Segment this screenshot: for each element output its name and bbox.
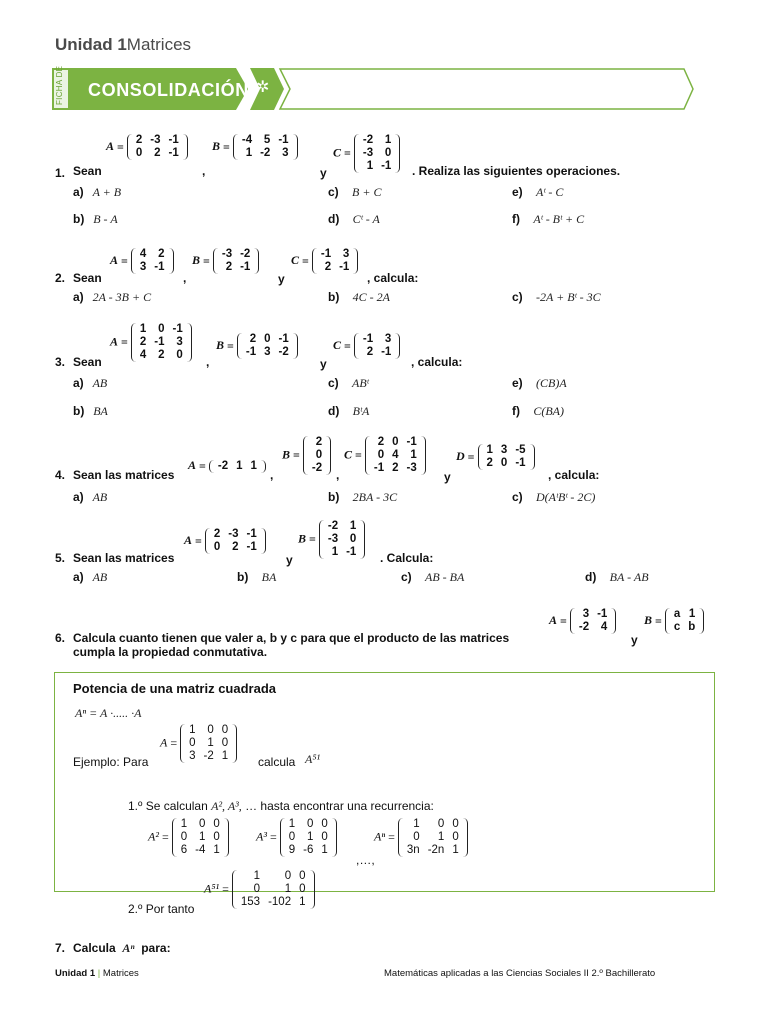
ex3-item-b: b) BA <box>73 404 108 418</box>
matrix-entry: -1 <box>362 333 374 345</box>
matrix-entry: 0 <box>198 818 206 830</box>
matrix-entry: 0 <box>189 737 196 749</box>
ex6-matrix-b: B = a 1 c b <box>644 608 704 634</box>
ex3-item-f: f) C(BA) <box>512 404 564 418</box>
matrix-entry: 4 <box>139 349 147 361</box>
matrix-row <box>237 896 310 909</box>
ex1-tail: . Realiza las siguientes operaciones. <box>412 164 621 178</box>
ex5-y: y <box>286 553 293 567</box>
ex3-item-c: c) ABᵗ <box>328 376 369 390</box>
matrix-entry: 1 <box>250 459 257 472</box>
ex5-item-b: b) BA <box>237 570 277 584</box>
matrix-entry: 0 <box>176 349 183 361</box>
matrix-entry: -2n <box>427 844 445 856</box>
matrix-row <box>317 248 353 261</box>
matrix-row <box>670 608 699 621</box>
ex3-matrix-c: C = -1 3 2 -1 <box>333 333 400 359</box>
matrix-entry: 2 <box>324 261 332 273</box>
matrix-row <box>308 449 326 462</box>
matrix-entry: 0 <box>221 737 229 749</box>
unit-title <box>55 35 191 55</box>
ex6-number: 6. <box>55 631 66 645</box>
ex1-item-a: a) A + B <box>73 185 122 199</box>
matrix-entry: 1 <box>236 459 243 472</box>
ex3-tail: , calcula: <box>411 355 463 369</box>
matrix-entry: 0 <box>377 449 385 461</box>
matrix-row <box>132 134 183 147</box>
matrix-entry: -3 <box>327 533 339 545</box>
matrix-row <box>359 346 395 359</box>
matrix-row <box>218 261 254 274</box>
ex4-item-a: a) AB <box>73 490 108 504</box>
matrix-entry: -1 <box>168 134 179 146</box>
ex3-item-d: d) BᵗA <box>328 404 370 418</box>
ex6-matrix-a: A = 3 -1 -2 4 <box>549 608 616 634</box>
ex1-item-f: f) Aᵗ - Bᵗ + C <box>512 212 585 226</box>
matrix-entry: 4 <box>600 621 608 633</box>
matrix-entry: 3 <box>500 444 508 456</box>
matrix-entry: -2 <box>311 462 323 474</box>
ex5-tail: . Calcula: <box>380 551 434 565</box>
matrix-row <box>308 436 326 449</box>
matrix-entry: 0 <box>213 831 220 843</box>
ex4-y: y <box>444 470 451 484</box>
matrix-entry: 1 <box>410 449 417 461</box>
matrix-row <box>575 621 611 634</box>
ex1-item-d: d) Cᵗ - A <box>328 212 380 226</box>
matrix-entry: 1 <box>284 883 292 895</box>
matrix-entry: -3 <box>406 462 417 474</box>
comma: , <box>270 468 274 482</box>
matrix-row <box>285 831 332 844</box>
matrix-entry: 2 <box>232 541 239 553</box>
matrix-entry: 1 <box>221 750 229 762</box>
unit-prefix: Unidad 1 <box>55 35 127 54</box>
ex5-number: 5. <box>55 551 66 565</box>
matrix-row <box>238 134 293 147</box>
matrix-row <box>483 457 530 470</box>
matrix-entry: 0 <box>299 870 306 882</box>
target-power: A⁵¹ <box>305 752 321 766</box>
matrix-row <box>285 818 332 831</box>
matrix-entry: -1 <box>278 333 289 345</box>
matrix-entry: -2 <box>327 520 339 532</box>
matrix-entry: -1 <box>381 346 392 358</box>
matrix-entry: 2 <box>135 134 143 146</box>
matrix-entry: 2 <box>377 436 385 448</box>
matrix-row <box>214 460 261 473</box>
matrix-entry: 2 <box>486 457 493 469</box>
ex2-matrix-b: B = -3 -2 2 -1 <box>192 248 259 274</box>
ex1-y: y <box>320 166 327 180</box>
ex2-matrix-c: C = -1 3 2 -1 <box>291 248 358 274</box>
matrix-entry: 9 <box>288 844 296 856</box>
matrix-entry: -3 <box>362 147 374 159</box>
matrix-row <box>136 349 187 362</box>
ex3-item-a: a) AB <box>73 376 108 390</box>
matrix-entry: -2 <box>278 346 289 358</box>
ex1-item-b: b) B - A <box>73 212 118 226</box>
matrix-entry: 0 <box>349 533 357 545</box>
matrix-entry: 1 <box>384 134 392 146</box>
footer-unit: Unidad 1 | Matrices <box>55 968 139 979</box>
ex2-tail: , calcula: <box>367 271 419 285</box>
ex1-matrix-a: A = 2 -3 -1 0 2 -1 <box>106 134 188 160</box>
matrix-entry: 1 <box>189 724 196 736</box>
matrix-entry: -3 <box>150 134 161 146</box>
matrix-entry: -1 <box>168 147 179 159</box>
ex4-matrix-d: D = 1 3 -5 2 0 -1 <box>456 444 535 470</box>
ex5-item-c: c) AB - BA <box>401 570 465 584</box>
matrix-entry: 0 <box>315 449 323 461</box>
matrix-row <box>483 444 530 457</box>
ex1-matrix-c: C = -2 1 -3 0 1 -1 <box>333 134 400 173</box>
matrix-row <box>210 541 261 554</box>
banner-side-label: FICHA DE <box>55 65 64 105</box>
matrix-an: Aⁿ = 1 0 0 0 1 0 3n -2n 1 <box>374 818 468 857</box>
matrix-row <box>185 737 232 750</box>
example-label: Ejemplo: Para <box>73 755 149 769</box>
matrix-entry: -6 <box>303 844 314 856</box>
matrix-entry: 3 <box>282 147 289 159</box>
matrix-row <box>403 831 463 844</box>
matrix-entry: 2 <box>225 261 233 273</box>
ex4-item-b: b) 2BA - 3C <box>328 490 398 504</box>
matrix-row <box>370 462 421 475</box>
ex1-number: 1. <box>55 166 66 180</box>
ex3-lead: Sean <box>73 355 102 369</box>
matrix-entry: 0 <box>253 883 261 895</box>
matrix-entry: 2 <box>139 336 147 348</box>
matrix-entry: -1 <box>172 323 183 335</box>
ex4-item-c: c) D(AᵗBᵗ - 2C) <box>512 490 596 504</box>
matrix-row <box>185 724 232 737</box>
matrix-entry: 2 <box>249 333 257 345</box>
matrix-row <box>237 870 310 883</box>
matrix-row <box>359 160 395 173</box>
matrix-row <box>403 818 463 831</box>
matrix-entry: 3 <box>264 346 271 358</box>
matrix-entry: 1 <box>688 608 696 620</box>
comma: , <box>202 164 206 178</box>
power-definition: Aⁿ = A ·..... ·A <box>75 706 142 720</box>
matrix-entry: 0 <box>321 818 328 830</box>
matrix-row <box>324 520 360 533</box>
matrix-entry: 1 <box>321 844 328 856</box>
matrix-row <box>359 134 395 147</box>
matrix-entry: 0 <box>413 831 420 843</box>
matrix-row <box>242 346 293 359</box>
matrix-entry: 2 <box>213 528 221 540</box>
matrix-row <box>359 333 395 346</box>
banner-label: CONSOLIDACIÓN <box>88 80 249 100</box>
matrix-entry: 0 <box>437 818 445 830</box>
matrix-entry: 2 <box>158 349 165 361</box>
gear-icon: ✲ <box>256 79 270 96</box>
matrix-row <box>177 844 224 857</box>
matrix-entry: -5 <box>515 444 526 456</box>
calcula-label: calcula <box>258 755 296 769</box>
ex4-matrix-c: C = 2 0 -1 0 4 1 -1 2 -3 <box>344 436 426 475</box>
comma: , <box>336 468 340 482</box>
ex1-matrix-b: B = -4 5 -1 1 -2 3 <box>212 134 298 160</box>
ex2-item-c: c) -2A + Bᵗ - 3C <box>512 290 601 304</box>
ex6-text-line1: Calcula cuanto tienen que valer a, b y c para que el producto de las matrices <box>73 631 510 645</box>
matrix-entry: 1 <box>299 896 306 908</box>
matrix-entry: 4 <box>392 449 399 461</box>
matrix-row <box>324 533 360 546</box>
matrix-entry: 5 <box>263 134 271 146</box>
ex3-matrix-a: A = 1 0 -1 2 -1 3 4 2 0 <box>110 323 192 362</box>
matrix-entry: -2 <box>217 459 229 472</box>
matrix-entry: -1 <box>240 261 251 273</box>
matrix-entry: 2 <box>392 462 399 474</box>
matrix-entry: -1 <box>339 261 350 273</box>
ex4-matrix-a: A = -2 1 1 <box>188 458 266 474</box>
ex4-lead: Sean las matrices <box>73 468 175 482</box>
matrix-entry: 1 <box>139 323 147 335</box>
matrix-entry: -1 <box>245 346 257 358</box>
ex3-number: 3. <box>55 355 66 369</box>
matrix-row <box>185 750 232 763</box>
matrix-entry: -1 <box>381 160 392 172</box>
matrix-entry: 1 <box>437 831 445 843</box>
ex5-matrix-b: B = -2 1 -3 0 1 -1 <box>298 520 365 559</box>
matrix-entry: -4 <box>241 134 253 146</box>
matrix-entry: a <box>673 608 681 620</box>
matrix-entry: 0 <box>213 818 220 830</box>
matrix-entry: -2 <box>240 248 251 260</box>
matrix-entry: -2 <box>362 134 374 146</box>
unit-name: Matrices <box>126 35 192 54</box>
matrix-entry: 153 <box>240 896 261 908</box>
matrix-entry: 0 <box>288 831 296 843</box>
matrix-entry: -1 <box>373 462 385 474</box>
ex2-number: 2. <box>55 271 66 285</box>
step2-text: 2.º Por tanto <box>128 902 195 916</box>
matrix-entry: 1 <box>207 737 214 749</box>
matrix-entry: 3 <box>176 336 183 348</box>
matrix-entry: 3 <box>582 608 590 620</box>
matrix-entry: 1 <box>366 160 374 172</box>
matrix-entry: 1 <box>253 870 261 882</box>
matrix-entry: 0 <box>306 818 314 830</box>
matrix-entry: 4 <box>139 248 147 260</box>
ex6-y: y <box>631 633 638 647</box>
matrix-entry: 3n <box>406 844 420 856</box>
theory-box <box>54 672 715 892</box>
matrix-entry: -3 <box>221 248 233 260</box>
matrix-entry: 0 <box>158 323 165 335</box>
ex5-matrix-a: A = 2 -3 -1 0 2 -1 <box>184 528 266 554</box>
matrix-row <box>177 818 224 831</box>
matrix-entry: 2 <box>315 436 323 448</box>
matrix-entry: 2 <box>158 248 165 260</box>
example-matrix-a: A = 1 0 0 0 1 0 3 -2 1 <box>160 724 237 763</box>
matrix-row <box>136 336 187 349</box>
matrix-entry: c <box>673 621 681 633</box>
matrix-row <box>136 323 187 336</box>
ex4-matrix-b: B = 2 0 -2 <box>282 436 331 475</box>
ex2-matrix-a: A = 4 2 3 -1 <box>110 248 174 274</box>
theory-box-title: Potencia de una matriz cuadrada <box>73 681 277 696</box>
matrix-entry: -2 <box>260 147 271 159</box>
matrix-row <box>308 462 326 475</box>
matrix-row <box>136 261 169 274</box>
matrix-entry: -4 <box>195 844 206 856</box>
matrix-a51: A⁵¹ = 1 0 0 0 1 0 153 -102 1 <box>204 870 315 909</box>
matrix-row <box>575 608 611 621</box>
ex2-y: y <box>278 272 285 286</box>
ex3-item-e: e) (CB)A <box>512 376 567 390</box>
matrix-entry: 1 <box>306 831 314 843</box>
matrix-entry: 0 <box>384 147 392 159</box>
matrix-entry: -102 <box>268 896 292 908</box>
matrix-row <box>324 546 360 559</box>
matrix-entry: 0 <box>135 147 143 159</box>
matrix-entry: 1 <box>245 147 253 159</box>
matrix-row <box>285 844 332 857</box>
matrix-entry: 0 <box>321 831 328 843</box>
matrix-entry: 1 <box>180 818 188 830</box>
matrix-row <box>670 621 699 634</box>
ex6-text-line2: cumpla la propiedad conmutativa. <box>73 645 268 659</box>
ex1-item-c: c) B + C <box>328 185 382 199</box>
matrix-entry: -1 <box>154 336 165 348</box>
ex4-number: 4. <box>55 468 66 482</box>
matrix-entry: 0 <box>221 724 229 736</box>
matrix-row <box>370 436 421 449</box>
matrix-entry: 0 <box>180 831 188 843</box>
matrix-entry: -1 <box>597 608 608 620</box>
ex5-item-d: d) BA - AB <box>585 570 649 584</box>
ex2-lead: Sean <box>73 271 102 285</box>
comma: , <box>206 355 210 369</box>
matrix-row <box>359 147 395 160</box>
matrix-entry: -1 <box>320 248 332 260</box>
comma: , <box>183 271 187 285</box>
matrix-entry: -2 <box>578 621 590 633</box>
ex7-number: 7. <box>55 941 66 955</box>
matrix-entry: 6 <box>180 844 188 856</box>
matrix-entry: 0 <box>452 831 459 843</box>
step1-text: 1.º Se calculan A², A³, … hasta encontrar una recurrencia: <box>128 799 434 813</box>
matrix-entry: -1 <box>154 261 165 273</box>
matrix-entry: -1 <box>246 528 257 540</box>
matrix-entry: 1 <box>486 444 493 456</box>
ex3-matrix-b: B = 2 0 -1 -1 3 -2 <box>216 333 298 359</box>
matrix-entry: 3 <box>139 261 147 273</box>
matrix-entry: 0 <box>213 541 221 553</box>
matrix-entry: -1 <box>406 436 417 448</box>
matrix-row <box>210 528 261 541</box>
matrix-entry: 1 <box>331 546 339 558</box>
ex4-tail: , calcula: <box>548 468 600 482</box>
matrix-row <box>238 147 293 160</box>
matrix-entry: -1 <box>278 134 289 146</box>
matrix-entry: 2 <box>366 346 374 358</box>
ex2-item-a: a) 2A - 3B + C <box>73 290 152 304</box>
matrix-entry: -1 <box>246 541 257 553</box>
ex1-lead: Sean <box>73 164 102 178</box>
ex2-item-b: b) 4C - 2A <box>328 290 391 304</box>
matrix-row <box>242 333 293 346</box>
matrix-entry: 3 <box>384 333 392 345</box>
matrix-entry: 0 <box>284 870 292 882</box>
matrix-entry: 1 <box>198 831 206 843</box>
matrix-entry: -3 <box>228 528 239 540</box>
matrix-entry: 0 <box>392 436 399 448</box>
matrix-entry: 0 <box>500 457 508 469</box>
matrix-entry: 1 <box>349 520 357 532</box>
matrix-entry: 1 <box>413 818 420 830</box>
matrix-entry: 0 <box>299 883 306 895</box>
matrix-entry: 0 <box>264 333 271 345</box>
consolidation-banner <box>52 65 694 110</box>
matrix-entry: -2 <box>203 750 214 762</box>
matrix-row <box>317 261 353 274</box>
ellipsis: ,…, <box>356 853 375 867</box>
matrix-row <box>177 831 224 844</box>
matrix-entry: 2 <box>154 147 161 159</box>
matrix-entry: 3 <box>342 248 350 260</box>
ex5-item-a: a) AB <box>73 570 108 584</box>
matrix-entry: 3 <box>189 750 196 762</box>
matrix-entry: 0 <box>452 818 459 830</box>
matrix-entry: 1 <box>288 818 296 830</box>
matrix-entry: 1 <box>452 844 459 856</box>
ex3-y: y <box>320 357 327 371</box>
matrix-row <box>370 449 421 462</box>
matrix-row <box>218 248 254 261</box>
matrix-row <box>136 248 169 261</box>
matrix-entry: -1 <box>346 546 357 558</box>
matrix-a3: A³ = 1 0 0 0 1 0 9 -6 1 <box>256 818 337 857</box>
matrix-entry: b <box>688 621 696 633</box>
matrix-row <box>132 147 183 160</box>
ex1-item-e: e) Aᵗ - C <box>512 185 564 199</box>
matrix-a2: A² = 1 0 0 0 1 0 6 -4 1 <box>148 818 229 857</box>
footer-course: Matemáticas aplicadas a las Ciencias Sociales II 2.º Bachillerato <box>384 968 656 979</box>
matrix-row <box>403 844 463 857</box>
matrix-entry: 1 <box>213 844 220 856</box>
ex5-lead: Sean las matrices <box>73 551 175 565</box>
ex7-text: Calcula Aⁿ para: <box>73 941 171 955</box>
matrix-entry: 0 <box>207 724 214 736</box>
matrix-row <box>237 883 310 896</box>
matrix-entry: -1 <box>515 457 526 469</box>
